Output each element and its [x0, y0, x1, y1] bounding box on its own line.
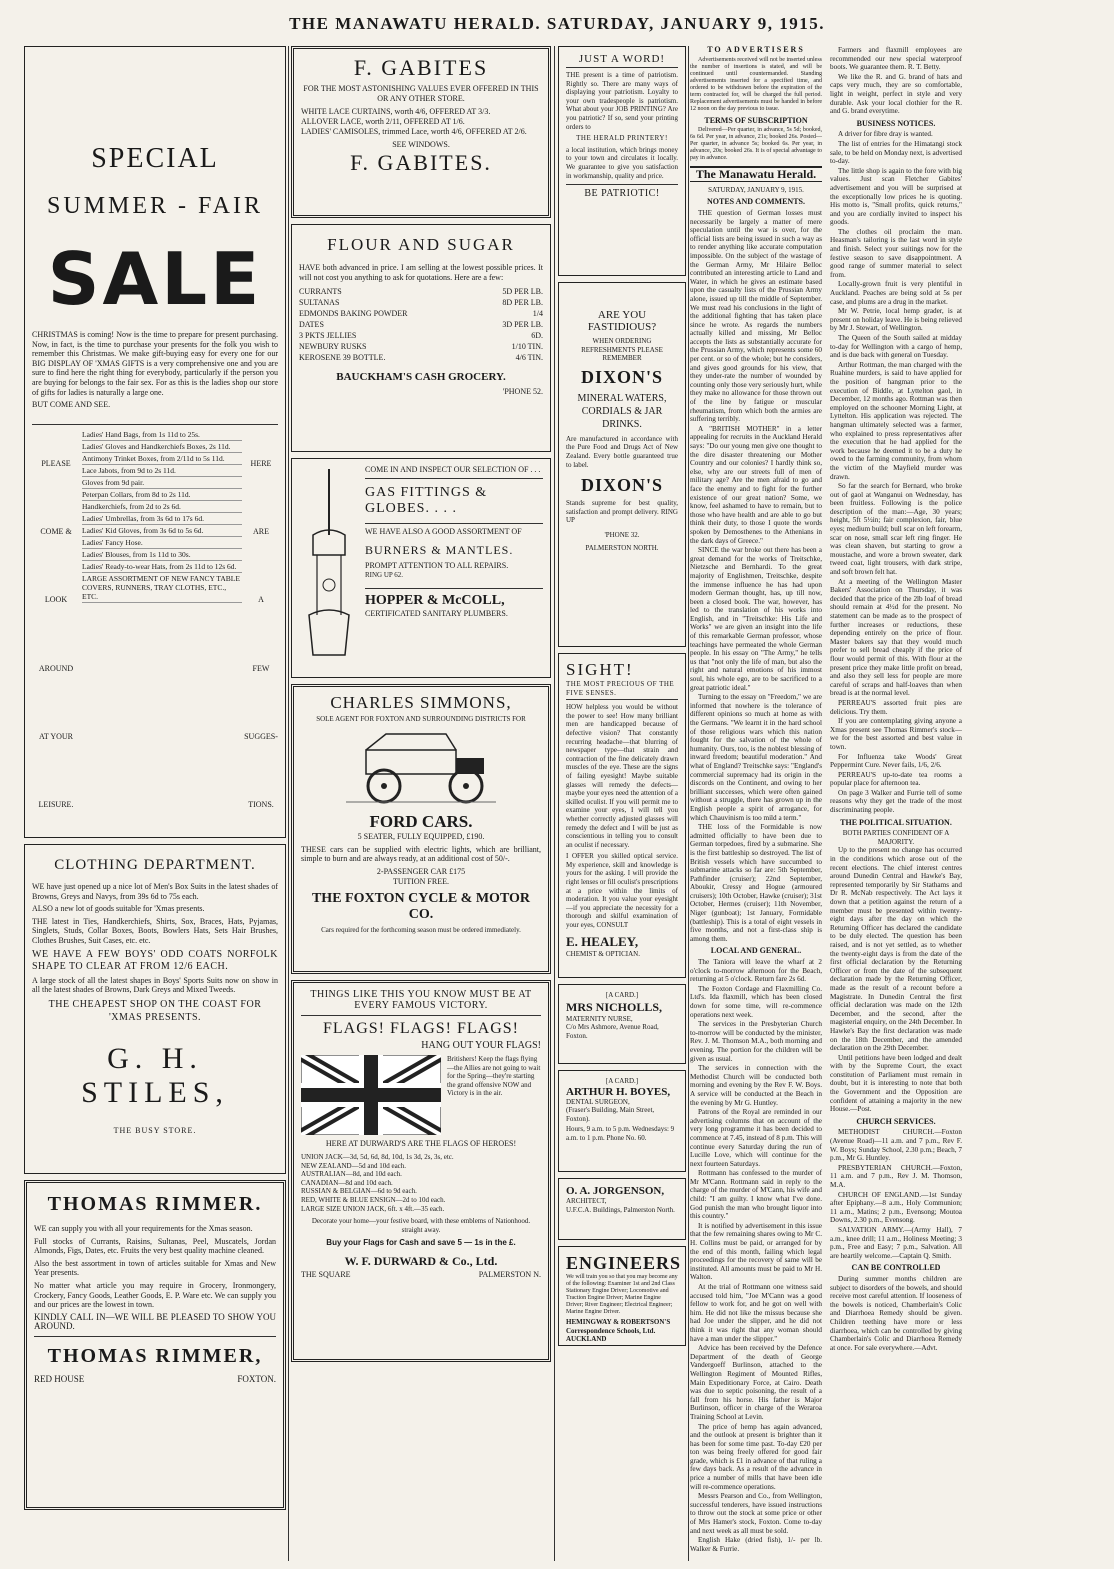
flag-price-item: AUSTRALIAN—8d, and 10d each. — [301, 1170, 402, 1179]
news-p13: At the trial of Rottmann one witness said accused told him, "Joe M'Cann was a good fellow to work for, and he got on well with him. He did not like the missus because she had Joe under the slipper, and he did not think it was right that any woman should have a man under the slipper." — [690, 1283, 822, 1343]
news-p9: The services in connection with the Methodist Church will be conducted both morning and evening by the Rev F. W. Boys. A service will be conducted at the Beach in the evening by Mr G. Huntley. — [690, 1064, 822, 1107]
simmons-sub: SOLE AGENT FOR FOXTON AND SURROUNDING DISTRICTS FOR — [316, 715, 526, 723]
news-p16: Messrs Pearson and Co., from Wellington, successful tenderers, have issued instructions to throw out the stock at some price or other of Mrs Hamer's stock, Foxton. Come to-day and next week as all must be sold. — [690, 1492, 822, 1535]
price-row: DATES 3D PER LB. — [299, 320, 543, 330]
clothing-p1: WE have just opened up a nice lot of Men's Box Suits in the latest shades of Browns, Greys and Navys, from 39s 6d to 75s each. — [32, 882, 278, 901]
card3-role: ARCHITECT, — [566, 1197, 607, 1205]
news-p30: PERREAU'S assorted fruit pies are delicious. Try them. — [830, 698, 962, 716]
healey-sub: THE MOST PRECIOUS OF THE FIVE SENSES. — [566, 680, 678, 700]
news-p7: The Foxton Cordage and Flaxmilling Co. Ltd's. Ida flaxmill, which has been closed down for some time, will re-commence operations next week. — [690, 984, 822, 1019]
sale-item: LARGE ASSORTMENT OF NEW FANCY TABLE COVERS, RUNNERS, TRAY CLOTHS, ETC., ETC. — [82, 573, 242, 603]
price-row: NEWBURY RUSKS 1/10 TIN. — [299, 342, 543, 352]
bauckham-title: FLOUR AND SUGAR — [327, 235, 515, 254]
flag-price-item: UNION JACK—3d, 5d, 6d, 8d, 10d, 1s 3d, 2s, 3s, etc. — [301, 1153, 454, 1161]
herald-nameplate: The Manawatu Herald. — [690, 166, 822, 182]
card2-hours: Hours, 9 a.m. to 5 p.m. Wednesdays: 9 a.m. to 1 p.m. Phone No. 60. — [566, 1125, 675, 1142]
sale-right-side — [244, 429, 278, 838]
rimmer-p5: KINDLY CALL IN—WE WILL BE PLEASED TO SHOW YOU AROUND. — [34, 1311, 276, 1332]
hopper-l4: BURNERS & MANTLES. — [365, 543, 514, 557]
sale-item: Ladies' Kid Gloves, from 3s 6d to 5s 6d. — [82, 525, 242, 537]
news-p4: Turning to the essay on "Freedom," we are informed that nowhere is the tolerance of different opinions so much at home as with the Germans. "We learnt it in the hard school of those religious wars which this nation fought for the salvation of the whole of humanity. Ours, too, is the noblest blessing of inward freedom; beautiful moderation." And what of England? Treitschke says: "England's commercial supremacy had its origin in the discords on the Continent, and owing to her brilliant successes, which were often gained without a struggle, there has grown up in the English people a spirit of arrogance, for which Chauvinism is too mild a term." — [690, 693, 822, 822]
hopper-name: HOPPER & McCOLL, — [365, 588, 543, 609]
sale-side-word: TIONS. — [248, 800, 274, 810]
durward-l1: THINGS LIKE THIS YOU KNOW MUST BE AT EVERY FAMOUS VICTORY. — [310, 989, 532, 1011]
notes-heading: NOTES AND COMMENTS. — [706, 197, 805, 207]
column-3 — [558, 46, 686, 1561]
news-p24: Locally-grown fruit is very plentiful in Auckland. Peaches are being sold at 5s per case, and plums are a drug in the market. — [830, 280, 962, 306]
durward-buy: Buy your Flags for Cash and save 5 — 1s in the £. — [326, 1238, 516, 1248]
sale-item: Ladies' Hand Bags, from 1s 11d to 25s. — [82, 429, 242, 441]
news-p2: A "BRITISH MOTHER" in a letter appealing for recruits in the Auckland Herald says: "Do our young men give one thought to the dire disaster threatening our Mother Country and our colonies? I hardly think so, else, why are our streets full of men of military age? Are the men afraid to go and face the enemy and to fight for the further existence of our great nation? Some, we know, feel ashamed to have to remain, but to those who have health and are able to go but think their duty, to those I quote the words spoken by Demosthenes to the Athenians in the dark days of Greece." — [690, 424, 822, 545]
advertisers-body: Advertisements received will not be inserted unless the number of insertions is stated, and will be continued until countermanded. Standing advertisements inserted for a specified time, and ordered to be withdrawn before the expiration of the term contracted for, will be charged the full period. Replacement advertisements must be handed in before 12 noon on the day previous to issue. — [690, 56, 822, 112]
boyes-card — [558, 1070, 686, 1172]
dixon-ad — [558, 282, 686, 647]
flags-heading: FLAGS! FLAGS! FLAGS! — [322, 1020, 520, 1037]
just-word-body2: a local institution, which brings money to your town and circulates it locally. We guarantee to give you satisfaction in workmanship, quality and price. — [566, 145, 678, 180]
column-rule — [688, 46, 689, 1561]
healey-ad — [558, 653, 686, 978]
dixon-sub: WHEN ORDERING REFRESHMENTS PLEASE REMEMBER — [581, 337, 663, 363]
news-p37: During summer months children are subject to disorders of the bowels, and should receive most careful attention. If looseness of the bowels is noticed, Chamberlain's Colic and Diarrhoea Remedy should be given. Children teething have more or less diarrhoea, which can be controlled by giving Chamberlain's Colic and Diarrhoea Remedy at once. For sale everywhere.—Advt. — [830, 1274, 962, 1352]
sale-item: Ladies' Fancy Hose. — [82, 537, 242, 549]
simmons-foot: Cars required for the forthcoming season must be ordered immediately. — [321, 925, 521, 934]
sale-item: Gloves from 9d pair. — [82, 477, 242, 489]
church-1: METHODIST CHURCH.—Foxton (Avenue Road)—11 a.m. and 7 p.m., Rev F. W. Boys; Sunday School, 2.30 p.m.; Beach, 7 p.m., Mr G. Huntley. — [830, 1128, 962, 1163]
news-p23: The clothes oil proclaim the man. Heasman's tailoring is the last word in style and finish. Select your suitings now for the festive season to save disappointment. A good range of summer material to select from. — [830, 227, 962, 279]
column-1 — [24, 46, 286, 1561]
engineers-ad — [558, 1246, 686, 1346]
card2-role: DENTAL SURGEON, — [566, 1097, 630, 1106]
stiles-tag: THE BUSY STORE. — [113, 1125, 197, 1135]
rimmer-p2: Full stocks of Currants, Raisins, Sultanas, Peel, Muscatels, Jordan Almonds, Figs, Dates, etc. Fruits the very best quality machine cleaned. — [34, 1236, 276, 1256]
news-p10: Patrons of the Royal are reminded in our advertising columns that on account of the very long programme it has been decided to commence at 7.45, instead of 8 p.m. This will continue every Saturday during the run of Lucille Love, which will continue for the next fourteen Saturdays. — [690, 1108, 822, 1168]
healey-role: CHEMIST & OPTICIAN. — [566, 949, 640, 958]
sale-item: Antimony Trinket Boxes, from 2/11d to 5s 11d. — [82, 453, 242, 465]
news-p5: THE loss of the Formidable is now admitted officially to have been due to German torpedoes, fired by a submarine. She is the first battleship so destroyed. The list of British vessels which have succumbed to submarine attacks so far are: 5th September, Pathfinder (cruiser); 22nd September, Aboukir, Cressy and Hogue (armoured cruisers); 10th October, Hawke (cruiser); 31st October, Hermes (cruiser); 11th November, Niger (gunboat); 1st January, Formidable (battleship). This is a total of eight vessels in five months, and not a first-class ship is among them. — [690, 823, 822, 943]
hopper-l3: WE HAVE ALSO A GOOD ASSORTMENT OF — [365, 523, 543, 537]
flag-price-item: CANADIAN—8d and 10d each. — [301, 1178, 393, 1187]
clothing-p3: THE latest in Ties, Handkerchiefs, Shirts, Sox, Braces, Hats, Pyjamas, Singlets, Studs, Collar Boxes, Boots, Bowlers Hats, Sets Hair Brushes, Clothes Brushes, Suit Cases, etc. etc. — [32, 916, 278, 945]
simmons-title: CHARLES SIMMONS, — [330, 693, 512, 712]
clothing-p2: ALSO a new lot of goods suitable for 'Xmas presents. — [32, 904, 205, 914]
sale-body: CHRISTMAS is coming! Now is the time to prepare for present purchasing. Now, in fact, is the time to purchase your presents for the folk you wish to remember this Christmas. We make gift-buying easy for every one for our BIG DISPLAY OF 'XMAS GIFTS is a very comprehensive one and you are sure to find here the right thing for everybody, particularly if the person you are buying for belongs to the fair sex. For as this is the ladies shop our store of gifts for ladies is naturally a large one. — [32, 330, 278, 397]
hopper-ring: RING UP 62. — [365, 571, 404, 579]
card1-addr: C/o Mrs Ashmore, Avenue Road, Foxton. — [566, 1023, 659, 1040]
just-a-word-ad — [558, 46, 686, 276]
bauckham-name: BAUCKHAM'S CASH GROCERY. — [336, 371, 506, 384]
flag-price-item: LARGE SIZE UNION JACK, 6ft. x 4ft.—35 each. — [301, 1204, 445, 1213]
bauckham-phone: 'PHONE 52. — [502, 387, 543, 397]
simmons-ad — [291, 684, 551, 974]
just-word-herald: THE HERALD PRINTERY! — [576, 134, 668, 143]
local-heading: LOCAL AND GENERAL. — [710, 946, 802, 956]
gabites-ad — [291, 46, 551, 218]
clothing-ad — [24, 844, 286, 1174]
gabites-footer: F. GABITES. — [350, 150, 492, 175]
sale-item: Ladies' Umbrellas, from 3s 6d to 17s 6d. — [82, 513, 242, 525]
hang-flags: HANG OUT YOUR FLAGS! — [421, 1040, 541, 1051]
news-columns — [690, 46, 1102, 1561]
news-p15: The price of hemp has again advanced, and the outlook at present is brighter than it has been for some time past. To-day £20 per ton was being freely offered for good fair grade, which is £1 in advance of that ruling a few days back. As a result of the advance in price a number of mills that have been idle will re-commence operations. — [690, 1422, 822, 1491]
dixon-q2: FASTIDIOUS? — [587, 321, 657, 333]
gabites-title: F. GABITES — [353, 55, 489, 80]
jorgenson-card — [558, 1178, 686, 1240]
hopper-l2: GAS FITTINGS & GLOBES. . . . — [365, 485, 488, 516]
sale-side-word: AT YOUR — [38, 732, 73, 742]
bauckham-price-list — [299, 286, 543, 363]
nicholls-card — [558, 984, 686, 1064]
price-row: 3 PKTS JELLIES 6D. — [299, 331, 543, 341]
sale-ad — [24, 46, 286, 838]
card3-addr: U.F.C.A. Buildings, Palmerston North. — [566, 1205, 675, 1214]
engineers-footer: HEMINGWAY & ROBERTSON'S Correspondence Schools, Ltd. AUCKLAND — [566, 1318, 671, 1344]
sale-item: Peterpan Collars, from 8d to 2s 11d. — [82, 489, 242, 501]
terms-body: Delivered—Per quarter, in advance, 5s 5d; booked, 6s 6d. Per year, in advance, 21s; booked 26s. Posted—Per quarter, in advance 5s; booked 6s. Per year, in advance, 20s; booked 26s. It is of special advantage to pay in advance. — [690, 127, 822, 162]
news-p26: The Queen of the South sailed at midday to-day for Wellington with a cargo of hemp, and is due back with general on Tuesday. — [830, 334, 962, 360]
rimmer-title: THOMAS RIMMER. — [47, 1193, 263, 1215]
church-4: SALVATION ARMY.—(Army Hall), 7 a.m., knee drill; 11 a.m., Holiness Meeting; 3 p.m., Free and Easy; 7 p.m., Salvation. All are heartily welcome.—Captain Q. Smith. — [830, 1225, 962, 1260]
news-p34: On page 3 Walker and Furrie tell of some reasons why they get the trade of the most discriminating people. — [830, 788, 962, 815]
durward-address: THE SQUARE PALMERSTON N. — [301, 1270, 541, 1280]
gabites-l3: LADIES' CAMISOLES, trimmed Lace, worth 4/6, OFFERED AT 2/6. — [301, 127, 527, 136]
column-rule — [288, 46, 289, 1561]
engineers-body: We will train you so that you may become any of the following: Examiner 1st and 2nd Class Stationary Engine Driver; Locomotive and Traction Engine Driver; Marine Engine Driver; River Engineer; Electrical Engineer; Marine Engine Driver. — [566, 1274, 678, 1315]
news-p22: The little shop is again to the fore with big values. Just scan Fletcher Gabites' advertisement and you will be surprised at the exceptionally low prices he is quoting. His motto is, "Small profits, quick returns," and you are cordially invited to inspect his goods. — [830, 166, 962, 227]
price-row: SULTANAS 8D PER LB. — [299, 298, 543, 308]
durward-britishers: Britishers! Keep the flags flying—the Allies are not going to wait for the Spring—they're starting the grand offensive NOW and Victory is in the air. — [447, 1055, 541, 1098]
gabites-see: SEE WINDOWS. — [392, 140, 450, 149]
summer-fair-heading: SUMMER - FAIR — [47, 193, 263, 219]
durward-name: W. F. DURWARD & Co., Ltd. — [344, 1254, 498, 1269]
sale-heading: SALE — [47, 237, 263, 321]
rimmer-p1: WE can supply you with all your requirements for the Xmas season. — [34, 1224, 253, 1233]
news-p32: For Influenza take Woods' Great Peppermint Cure. Never fails, 1/6, 2/6. — [830, 752, 962, 770]
dixon-town: PALMERSTON NORTH. — [585, 543, 659, 552]
news-p35: Up to the present no change has occurred in the conditions which arose out of the recent elections. The chief interest centres around Dunedin Central and Hawke's Bay, represented temporarily by Sir Stathams and Dr R. McNab respectively. The Act lays it down that a petition against the return of a member must be presented within twenty-eight days after the day on which the Returning Officer has declared the candidate to be duly elected. The question has been raised, and is not yet settled, as to whether the twenty-eight days is from the date of the first official declaration by the Returning Officer or from the date of the subsequent declaration made by the Returning Officer, made as the result of a recount before a Magistrate. In Dunedin Central the first official declaration was made on the 12th December, and the second, after the magisterial enquiry, on the 24th December. In Hawke's Bay the first declaration was made on the 18th December, and the amended declaration on the 29th December. — [830, 846, 962, 1053]
rimmer-footer-name: THOMAS RIMMER, — [47, 1344, 263, 1367]
news-p21: The list of entries for the Himatangi stock sale, to be held on Monday next, is advertised to-day. — [830, 139, 962, 166]
be-patriotic: BE PATRIOTIC! — [566, 184, 678, 199]
news-p17: English Hake (dried fish), 1/- per lb. Walker & Furrie. — [690, 1536, 822, 1553]
durward-flag-list — [301, 1153, 541, 1213]
card1-tag: [A CARD.] — [605, 991, 639, 999]
news-p12: It is notified by advertisement in this issue that the few remaining shares owing to Mr C. H. Collins must be paid, or arranged for by the end of this month, failing which legal proceedings for the recovery of same will be instituted. All amounts must be paid to Mr H. Walton. — [690, 1221, 822, 1282]
news-p14: Advice has been received by the Defence Department of the death of George Vandergoeff Burlinson, attached to the Wellington Regiment of Mounted Rifles, Main Expeditionary Force, at Cairo. Death was due to septic poisoning, the result of a fall from his horse. His father is Major Burlinson, officer in charge of the Weraroa Training School at Levin. — [690, 1344, 822, 1421]
price-row: KEROSENE 39 BOTTLE. 4/6 TIN. — [299, 353, 543, 363]
sale-side-word: A — [258, 595, 264, 605]
sale-item: Lace Jabots, from 9d to 2s 11d. — [82, 465, 242, 477]
card2-addr: (Fraser's Building, Main Street, Foxton). — [566, 1106, 655, 1123]
rimmer-p4: No matter what article you may require in Grocery, Ironmongery, Crockery, Fancy Goods, Leather Goods, E. P. Ware etc. We can supply you and our prices are the lowest in town. — [34, 1280, 276, 1310]
hopper-l5: PROMPT ATTENTION TO ALL REPAIRS. — [365, 561, 509, 570]
healey-name: E. HEALEY, — [566, 933, 639, 949]
rimmer-address: RED HOUSE FOXTON. — [34, 1373, 276, 1384]
flag-price-item: RED, WHITE & BLUE ENSIGN—2d to 10d each. — [301, 1195, 446, 1204]
hopper-sub: CERTIFICATED SANITARY PLUMBERS. — [365, 608, 508, 618]
clothing-p5: A large stock of all the latest shapes in Boys' Sports Suits now on show in all the latest shades of Browns, Dark Greys and Mixed Tweeds. — [32, 975, 278, 995]
news-p36: Until petitions have been lodged and dealt with by the Supreme Court, the exact constitution of Parliament must remain in doubt, but it is interesting to note that both the Government and the Opposition are confident of attaining a majority in the new House.—Post. — [830, 1053, 962, 1114]
controlled-heading: CAN BE CONTROLLED — [851, 1263, 941, 1273]
news-p28: So far the search for Bernard, who broke out of gaol at Wanganui on Wednesday, has been fruitless. Following is the police description of the man:—Age, 30 years; height, 5ft 5½in; fair complexion, fair, blue eyes; medium build; bull scar on left forearm, scar on nose, small scar left ring finger. He was clean shaven, but starting to grow a moustache, and wore a brown sweater, dark tweed coat, light trousers, with dark stripe, and soft brown felt hat. — [830, 482, 962, 577]
bauckham-ad — [291, 224, 551, 452]
news-p6: The Taniora will leave the wharf at 2 o'clock to-morrow afternoon for the Beach, returning at 5 o'clock. Return fare 2s 6d. — [690, 958, 822, 984]
bauckham-intro: HAVE both advanced in price. I am selling at the lowest possible prices. It will not cost you anything to ask for quotations. Here are a few: — [299, 263, 543, 282]
durward-here: HERE AT DURWARD'S ARE THE FLAGS OF HEROES! — [325, 1139, 517, 1148]
flag-price-item: RUSSIAN & BELGIAN—6d to 9d each. — [301, 1187, 417, 1196]
news-p25: Mr W. Petrie, local hemp grader, is at present on holiday leave. He is being relieved by Mr J. Stewart, of Wellington. — [830, 307, 962, 333]
clothing-p6: THE CHEAPEST SHOP ON THE COAST FOR 'XMAS PRESENTS. — [48, 998, 262, 1023]
suggestions-list — [32, 429, 278, 838]
sale-item: Ladies' Gloves and Handkerchiefs Boxes, 2s 11d. — [82, 441, 242, 453]
news-p27: Arthur Rottman, the man charged with the Ruahine murders, is said to have applied for the position of hangman prior to the execution of Biddle, at Lyttelton gaol, in December, 12 months ago. Rottman was then employed on the schooner Morning Light, at Lyttelton. His application was rejected. The hangman ultimately selected was a farmer, who explained to press representatives after the execution that he had applied for the work because he deemed it to be a duty he owed to the farming community, from whom the victim of the Mayfield murder was drawn. — [830, 360, 962, 481]
union-jack-icon — [301, 1055, 441, 1135]
news-p11: Rottmann has confessed to the murder of Mr M'Cann. Rottmann said in reply to the charge of the murder of M'Cann, his wife and child: "I am guilty. I know what I've done. God punish the man who brought liquor into this country." — [690, 1169, 822, 1221]
herald-date: SATURDAY, JANUARY 9, 1915. — [708, 185, 804, 194]
sale-side-word: LEISURE. — [38, 800, 74, 810]
sale-side-word: PLEASE — [41, 458, 71, 468]
sale-side-word: HERE — [250, 458, 272, 468]
news-p20: A driver for fibre dray is wanted. — [838, 130, 933, 139]
simmons-tuition: TUITION FREE. — [393, 876, 449, 886]
news-p3: SINCE the war broke out there has been a great demand for the works of Treitschke, Nietzsche and Bernhardi. To the great majority of Englishmen, Treitschke, despite the immense influence he has had upon modern German thought, has, up till now, been a closed book. The war, however, has led to the translation of his works into English, and in "Treitschke: His Life and Works" we are given an insight into the life of this remarkable German professor, whose teachings have permeated the whole German people. In his essay on "The Army," he tells us that "not only the life of man, but also the right and natural emotions of his immost soul, his whole ego, are to be sacrificed to a great patriotic ideal." — [690, 546, 822, 692]
dixon-name: DIXON'S — [580, 366, 663, 387]
news-p33: PERREAU'S up-to-date tea rooms a popular place for afternoon tea. — [830, 770, 962, 788]
sight-heading: SIGHT! — [566, 660, 634, 679]
sale-cta: BUT COME AND SEE. — [32, 400, 111, 410]
rimmer-ad — [24, 1180, 286, 1510]
card3-name: O. A. JORGENSON, — [566, 1185, 665, 1197]
special-heading: SPECIAL — [91, 143, 219, 174]
dixon-phone: 'PHONE 32. — [604, 530, 640, 539]
sale-items — [82, 429, 242, 838]
news-p31: If you are contemplating giving anyone a Xmas present see Thomas Rimmer's stock—we for the best assorted and best value in town. — [830, 717, 962, 751]
news-p29: At a meeting of the Wellington Master Bakers' Association on Thursday, it was decided that the price of the 2lb loaf of bread should remain at 4½d for the present. No statement can be made as to the prospect of further increases or reductions, these depending entirely on the price of flour. Master bakers say that they would much prefer to sell bread cheaply if the price of flour would permit of this. With flour at the present price they make little profit on bread, and also they sell less for people are more careful of scraps and half-loaves than when bread is at the normal level. — [830, 577, 962, 698]
durward-ad — [291, 980, 551, 1362]
healey-p1: HOW helpless you would be without the power to see! How many brilliant men are handicapped because of defective vision? That constantly recurring headache—that blurring of newspaper type—that strain and contraction of the fine delicately drawn muscles of the eye. These are the signs of failing eyesight! Maybe suitable glasses will remedy the defects—maybe your eyes need the attention of a skilled oculist. If you will permit me to examine your eyes, I will tell you whether correctly adjusted glasses will remedy the defect and I will be just as conscientious in telling you to consult an oculist if necessary. — [566, 703, 678, 849]
flag-price-item: NEW ZEALAND—5d and 10d each. — [301, 1161, 407, 1170]
hopper-ad — [291, 458, 551, 678]
column-rule — [554, 46, 555, 1561]
gabites-l1: WHITE LACE CURTAINS, worth 4/6, OFFERED AT 3/3. — [301, 107, 491, 116]
price-row: CURRANTS 5D PER LB. — [299, 287, 543, 297]
simmons-two: 2-PASSENGER CAR £175 — [376, 866, 466, 876]
hopper-l1: COME IN AND INSPECT OUR SELECTION OF . . . — [365, 465, 543, 479]
stiles-name: G. H. STILES, — [81, 1041, 229, 1109]
church-3: CHURCH OF ENGLAND.—1st Sunday after Epiphany.—8 a.m., Holy Communion; 11 a.m., Matins; 2 p.m., Evensong; Moutoa Downs, 2.30 p.m., Evensong. — [830, 1190, 962, 1225]
news-p8: The services in the Presbyterian Church to-morrow will be conducted by the minister, Rev. J. M. Thomson M.A., both morning and evening. The portion for the children will be given as usual. — [690, 1020, 822, 1063]
dixon-name-2: DIXON'S — [580, 475, 663, 496]
news-p19: We like the R. and G. brand of hats and caps very much, they are so comfortable, light in weight, perfect in style and very durable. Ask your local clothier for the R. and G. brand everytime. — [830, 72, 962, 116]
price-row: EDMONDS BAKING POWDER 1/4 — [299, 309, 543, 319]
sale-side-word: SUGGES- — [244, 732, 278, 742]
business-heading: BUSINESS NOTICES. — [856, 118, 936, 128]
gabites-sub: FOR THE MOST ASTONISHING VALUES EVER OFFERED IN THIS OR ANY OTHER STORE. — [303, 84, 539, 103]
foxton-cycle-name: THE FOXTON CYCLE & MOTOR CO. — [311, 890, 531, 922]
sale-left-side — [32, 429, 80, 838]
sale-item: Ladies' Ready-to-wear Hats, from 2s 11d to 12s 6d. — [82, 561, 242, 573]
sale-side-word: AROUND — [38, 663, 74, 673]
clothing-p4: WE HAVE A FEW BOYS' ODD COATS NORFOLK SHAPE TO CLEAR AT FROM 12/6 EACH. — [32, 948, 278, 972]
dixon-stands: Stands supreme for best quality, satisfaction and prompt delivery. RING UP — [566, 499, 678, 525]
simmons-seater: 5 SEATER, FULLY EQUIPPED, £190. — [357, 831, 485, 841]
church-2: PRESBYTERIAN CHURCH.—Foxton, 11 a.m. and 7 p.m., Rev J. M. Thomson, M.A. — [830, 1163, 962, 1189]
ford-heading: FORD CARS. — [369, 811, 473, 831]
news-p1: THE question of German losses must necessarily be largely a matter of mere speculation until the war is over, for the official lists are being issued in such a way as to render anything like accurate computation impossible. On the subject of the wastage of the German Army, Mr Hilaire Belloc contributed an interesting article to Land and Water, in which he gives an estimate based upon the casualty lists of the Prussian Army alone, issued up till the middle of September. We must read his conclusions in the light of the additional fighting that has taken place since he wrote. As regards the numbers actually killed and missing, Mr Belloc accepts the lists as substantially accurate for the Prussian Army, which represents some 60 per cent. or so of the whole; but he considers, and gives good grounds for his view, that they under-rate the number of wounded by counting only those very seriously hurt, while they make no allowance for those thrown out of the line by fatigue or muscular rheumatism, from which both the armies are suffering terribly. — [690, 208, 822, 424]
ford-car-icon — [336, 728, 506, 808]
sale-side-word: ARE — [253, 527, 269, 537]
durward-decorate: Decorate your home—your festive board, with these emblems of Nationhood. straight away. — [311, 1217, 531, 1234]
political-sub: BOTH PARTIES CONFIDENT OF A MAJORITY. — [842, 829, 950, 846]
church-heading: CHURCH SERVICES. — [856, 1116, 936, 1126]
just-word-body: THE present is a time of patriotism. Rightly so. There are many ways of displaying your patriotism. Loyalty to your own tradespeople is patriotism. What about your JOB PRINTING? Are you patriotic? If so, send your printing orders to — [566, 71, 678, 131]
masthead: THE MANAWATU HERALD. SATURDAY, JANUARY 9, 1915. — [289, 14, 825, 33]
engineers-title: ENGINEERS — [566, 1253, 682, 1273]
sale-item: Handkerchiefs, from 2d to 2s 6d. — [82, 501, 242, 513]
political-heading: THE POLITICAL SITUATION. — [840, 817, 952, 827]
card1-role: MATERNITY NURSE, — [566, 1014, 633, 1023]
card2-name: ARTHUR H. BOYES, — [566, 1085, 671, 1098]
dixon-body: Are manufactured in accordance with the Pure Food and Drugs Act of New Zealand. Every bottle guaranteed true to label. — [566, 434, 678, 469]
sale-side-word: FEW — [252, 663, 270, 673]
rimmer-p3: Also the best assortment in town of articles suitable for Xmas and New Year presents. — [34, 1258, 276, 1278]
column-2 — [291, 46, 551, 1561]
just-word-title: JUST A WORD! — [566, 53, 678, 68]
dixon-products: MINERAL WATERS, CORDIALS & JAR DRINKS. — [577, 392, 667, 430]
dixon-q1: ARE YOU — [597, 309, 647, 321]
gabites-l2: ALLOVER LACE, worth 2/11, OFFERED AT 1/6. — [301, 117, 465, 126]
gas-lamp-icon — [299, 465, 359, 665]
card2-tag: [A CARD.] — [605, 1077, 639, 1085]
healey-p2: I OFFER you skilled optical service. My experience, skill and knowledge is yours for the asking. I will provide the right lenses or fill oculist's prescriptions at a price within the limits of moderation. It you value your eyesight—if you appreciate the necessity for a thorough and skilful examination of your eyes, CONSULT — [566, 852, 678, 930]
card1-name: MRS NICHOLLS, — [566, 999, 663, 1014]
news-p18: Farmers and flaxmill employees are recommended our new special waterproof boots. We guarantee them. R. T. Betty. — [830, 46, 962, 72]
advertisers-title: TO ADVERTISERS — [707, 46, 805, 54]
sale-side-word: LOOK — [44, 595, 68, 605]
simmons-body: THESE cars can be supplied with electric lights, which are brilliant, simple to burn and are always ready, at an additional cost of 50/-. — [301, 844, 541, 864]
sale-side-word: COME & — [40, 527, 72, 537]
sale-item: Ladies' Blouses, from 1s 11d to 30s. — [82, 549, 242, 561]
terms-title: TERMS OF SUBSCRIPTION — [704, 115, 808, 125]
clothing-title: CLOTHING DEPARTMENT. — [54, 857, 256, 873]
